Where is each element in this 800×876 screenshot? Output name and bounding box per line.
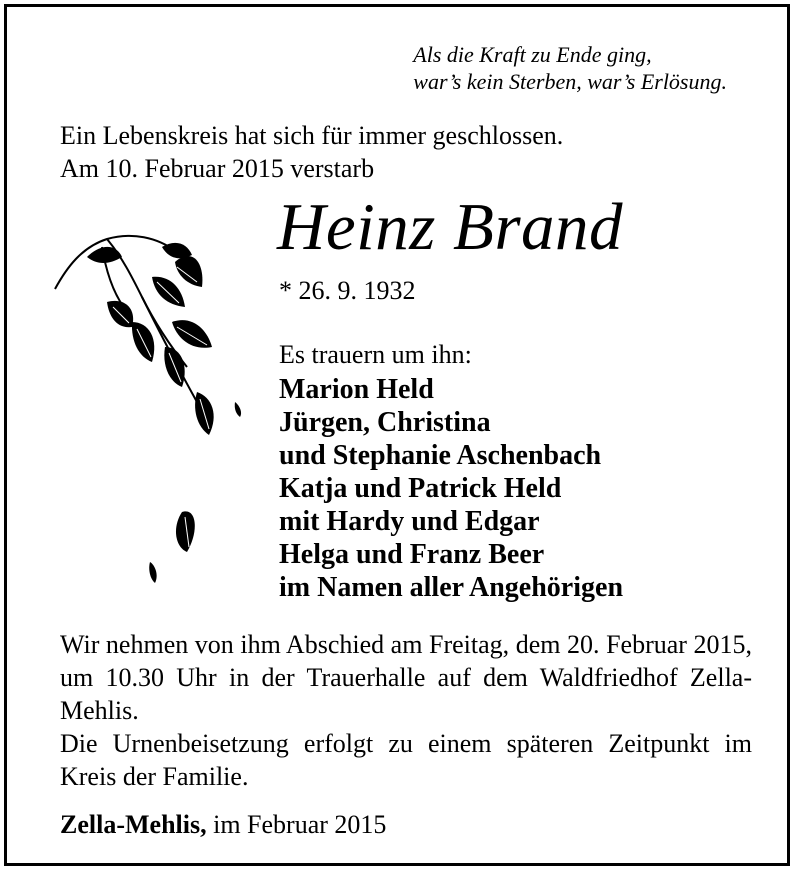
- motto-line: war’s kein Sterben, war’s Erlösung.: [413, 69, 727, 94]
- birch-branch-icon: [47, 217, 257, 597]
- mourner-line: Marion Held: [279, 374, 434, 405]
- mourner-line: und Stephanie Aschenbach: [279, 440, 602, 471]
- intro-line: Ein Lebenskreis hat sich für immer geschlossen.: [60, 121, 564, 150]
- obituary-frame: [4, 4, 790, 866]
- place-date-signoff: [60, 808, 386, 841]
- urn-burial-notice: Die Urnenbeisetzung erfolgt zu einem späteren Zeitpunkt im Kreis der Familie.: [60, 729, 752, 791]
- mourner-line: Helga und Franz Beer: [279, 539, 545, 570]
- birth-date: * 26. 9. 1932: [279, 276, 416, 305]
- mourner-line: mit Hardy und Edgar: [279, 506, 540, 537]
- motto-verse: [413, 41, 727, 95]
- mourners-list: [279, 373, 623, 604]
- deceased-name: Heinz Brand: [277, 190, 624, 264]
- mourners-intro: Es trauern um ihn:: [279, 340, 472, 369]
- farewell-notice: Wir nehmen von ihm Abschied am Freitag, dem 20. Februar 2015, um 10.30 Uhr in der Trauerhalle auf dem Waldfriedhof Zella-Mehlis.: [60, 630, 752, 725]
- intro-line: Am 10. Februar 2015 verstarb: [60, 154, 375, 183]
- mourner-line: Katja und Patrick Held: [279, 473, 562, 504]
- signoff-date: im Februar 2015: [213, 810, 387, 839]
- motto-line: Als die Kraft zu Ende ging,: [413, 42, 652, 67]
- mourner-line: im Namen aller Angehörigen: [279, 572, 624, 603]
- mourner-line: Jürgen, Christina: [279, 407, 491, 438]
- intro-text: [60, 119, 563, 185]
- signoff-place: Zella-Mehlis,: [60, 810, 207, 839]
